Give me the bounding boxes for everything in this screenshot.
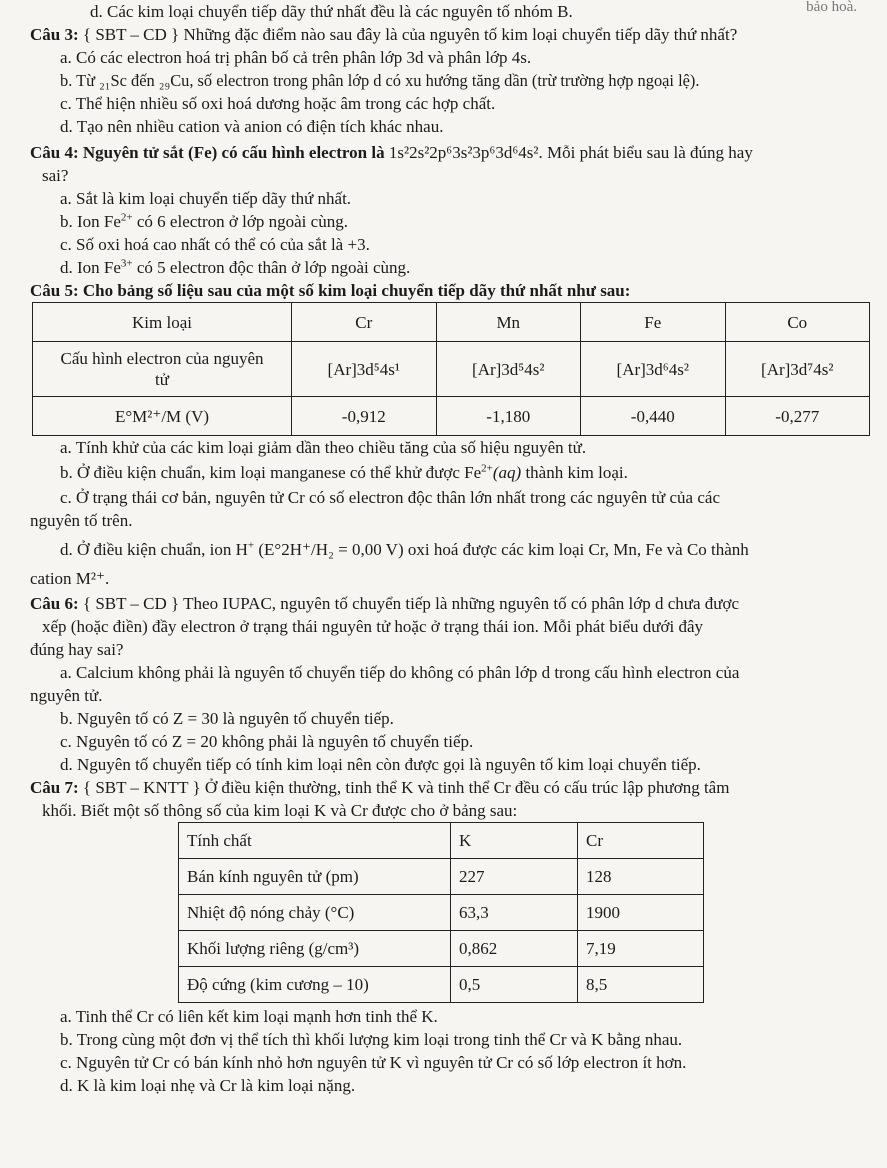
q7-r3-c2: 8,5	[578, 967, 704, 1003]
q6-option-a: a. Calcium không phải là nguyên tố chuyển tiếp do không có phân lớp d trong cấu hình electron của	[60, 663, 740, 682]
q5-table	[32, 302, 870, 436]
q5-config-co: [Ar]3d⁷4s²	[725, 342, 870, 397]
q5-b-aq: (aq)	[492, 463, 522, 482]
q7-r1-c1: 63,3	[451, 895, 578, 931]
q5-stem	[30, 279, 873, 302]
q3-text: Những đặc điểm nào sau đây là của nguyên tố kim loại chuyển tiếp dãy thứ nhất?	[183, 25, 738, 44]
q5-e-label: E°M²⁺/M (V)	[33, 397, 292, 436]
q3-option-d: d. Tạo nên nhiều cation và anion có điện tích khác nhau.	[60, 117, 444, 136]
q4-option-a: a. Sắt là kim loại chuyển tiếp dãy thứ nhất.	[60, 189, 352, 208]
q7-stem	[30, 776, 873, 799]
q3-label: Câu 3:	[30, 25, 79, 44]
q5-h-3: Fe	[581, 303, 726, 342]
q7-r2-c1: 0,862	[451, 931, 578, 967]
q6-option-b: b. Nguyên tố có Z = 30 là nguyên tố chuyển tiếp.	[60, 709, 394, 728]
q3-tag: { SBT – CD }	[82, 25, 180, 44]
q5-h-0: Kim loại	[33, 303, 292, 342]
q5-config-label-2: tử	[155, 370, 169, 389]
q4-text-post: . Mỗi phát biểu sau là đúng hay	[538, 143, 753, 162]
q5-d-pre: d. Ở điều kiện chuẩn, ion H	[60, 540, 248, 559]
q7-label: Câu 7:	[30, 778, 79, 797]
q7-table-row	[179, 931, 704, 967]
q7-text-1: Ở điều kiện thường, tinh thể K và tinh thể Cr đều có cấu trúc lập phương tâm	[204, 778, 730, 797]
q5-e-cr: -0,912	[292, 397, 437, 436]
q7-h-1: K	[451, 823, 578, 859]
q5-option-c: c. Ở trạng thái cơ bản, nguyên tử Cr có số electron độc thân lớn nhất trong các nguyên tử của các	[60, 488, 720, 507]
q6-tag: { SBT – CD }	[82, 594, 180, 613]
q7-text-2: khối. Biết một số thông số của kim loại K và Cr được cho ở bảng sau:	[42, 801, 518, 820]
q5-option-c-cont: nguyên tố trên.	[30, 511, 133, 530]
q5-option-d: d. Ở điều kiện chuẩn, ion H+ (E°2H⁺/H₂ = 0,00 V) oxi hoá được các kim loại Cr, Mn, Fe và Co thành	[60, 539, 749, 559]
q6-text-3: đúng hay sai?	[30, 640, 124, 659]
q7-table-row	[179, 859, 704, 895]
q3-option-a: a. Có các electron hoá trị phân bố cả trên phân lớp 3d và phân lớp 4s.	[60, 48, 532, 67]
q4-b-pre: b. Ion Fe	[60, 212, 121, 231]
q7-r0-c0: Bán kính nguyên tử (pm)	[179, 859, 451, 895]
q3-stem	[30, 23, 873, 46]
q4-option-d	[30, 256, 873, 279]
q7-r3-c1: 0,5	[451, 967, 578, 1003]
q7-r2-c2: 7,19	[578, 931, 704, 967]
q5-option-d-cont: cation M²⁺.	[30, 569, 110, 588]
q5-d-post: oxi hoá được các kim loại Cr, Mn, Fe và Co thành	[407, 540, 749, 559]
q4-text: Nguyên tử sắt (Fe) có cấu hình electron là	[82, 143, 385, 162]
faded-text: bảo hoà.	[806, 0, 857, 15]
q6-option-a-cont: nguyên tử.	[30, 686, 103, 705]
q7-table-row	[179, 967, 704, 1003]
q7-tag: { SBT – KNTT }	[82, 778, 201, 797]
q5-config-label-1: Cấu hình electron của nguyên	[60, 349, 264, 368]
q5-config-mn: [Ar]3d⁵4s²	[436, 342, 581, 397]
q5-d-formula: (E°2H⁺/H₂ = 0,00 V)	[258, 540, 404, 559]
q5-e-mn: -1,180	[436, 397, 581, 436]
q7-table-row	[179, 895, 704, 931]
q6-text-2: xếp (hoặc điền) đầy electron ở trạng thái nguyên tử hoặc ở trạng thái ion. Mỗi phát biểu dưới đây	[42, 617, 703, 636]
q5-config-fe: [Ar]3d⁶4s²	[581, 342, 726, 397]
q7-r1-c0: Nhiệt độ nóng chảy (°C)	[179, 895, 451, 931]
q5-b-sup: 2+	[481, 462, 493, 475]
q7-h-2: Cr	[578, 823, 704, 859]
q7-option-a: a. Tinh thể Cr có liên kết kim loại mạnh hơn tinh thể K.	[60, 1007, 438, 1026]
q7-table-header	[179, 823, 704, 859]
q5-h-1: Cr	[292, 303, 437, 342]
q4-stem	[30, 141, 873, 164]
q4-d-sup: 3+	[120, 257, 133, 270]
q5-e-co: -0,277	[725, 397, 870, 436]
top-fragment: d. Các kim loại chuyển tiếp dãy thứ nhất đều là các nguyên tố nhóm B.	[90, 2, 573, 21]
q6-stem	[30, 592, 873, 615]
q4-text-cont: sai?	[42, 166, 69, 185]
q5-table-config-row	[33, 342, 870, 397]
q3-option-b: b. Từ ₂₁Sc đến ₂₉Cu, số electron trong phân lớp d có xu hướng tăng dần (trừ trường hợp ngoại lệ).	[60, 71, 700, 90]
q5-option-b	[30, 461, 873, 484]
q4-option-b	[30, 210, 873, 233]
q4-d-pre: d. Ion Fe	[60, 258, 121, 277]
q7-r0-c2: 128	[578, 859, 704, 895]
q7-r1-c2: 1900	[578, 895, 704, 931]
q7-table	[178, 822, 704, 1003]
q5-config-label	[33, 342, 292, 397]
q3-option-c: c. Thể hiện nhiều số oxi hoá dương hoặc âm trong các hợp chất.	[60, 94, 496, 113]
q4-b-post: có 6 electron ở lớp ngoài cùng.	[132, 212, 348, 231]
q7-option-d: d. K là kim loại nhẹ và Cr là kim loại nặng.	[60, 1076, 356, 1095]
q5-h-4: Co	[725, 303, 870, 342]
q6-option-c: c. Nguyên tố có Z = 20 không phải là nguyên tố chuyển tiếp.	[60, 732, 474, 751]
q5-table-e-row	[33, 397, 870, 436]
q4-config: 1s²2s²2p⁶3s²3p⁶3d⁶4s²	[388, 143, 539, 162]
q5-option-a: a. Tính khử của các kim loại giảm dần theo chiều tăng của số hiệu nguyên tử.	[60, 438, 587, 457]
q7-r2-c0: Khối lượng riêng (g/cm³)	[179, 931, 451, 967]
q5-label: Câu 5:	[30, 281, 79, 300]
q7-r0-c1: 227	[451, 859, 578, 895]
q6-label: Câu 6:	[30, 594, 79, 613]
q7-h-0: Tính chất	[179, 823, 451, 859]
q5-b-post: thành kim loại.	[521, 463, 628, 482]
q4-b-sup: 2+	[120, 211, 133, 224]
q5-text: Cho bảng số liệu sau của một số kim loại chuyển tiếp dãy thứ nhất như sau:	[82, 281, 631, 300]
q7-option-b: b. Trong cùng một đơn vị thể tích thì khối lượng kim loại trong tinh thể Cr và K bằng nhau.	[60, 1030, 683, 1049]
q4-d-post: có 5 electron độc thân ở lớp ngoài cùng.	[132, 258, 411, 277]
q5-table-header	[33, 303, 870, 342]
q5-e-fe: -0,440	[581, 397, 726, 436]
q4-label: Câu 4:	[30, 143, 79, 162]
q6-option-d: d. Nguyên tố chuyển tiếp có tính kim loại nên còn được gọi là nguyên tố kim loại chuyển tiếp.	[60, 755, 701, 774]
q5-h-2: Mn	[436, 303, 581, 342]
q4-option-c: c. Số oxi hoá cao nhất có thể có của sắt là +3.	[60, 235, 370, 254]
q7-r3-c0: Độ cứng (kim cương – 10)	[179, 967, 451, 1003]
q7-option-c: c. Nguyên tử Cr có bán kính nhỏ hơn nguyên tử K vì nguyên tử Cr có số lớp electron ít hơn.	[60, 1053, 687, 1072]
q6-text-1: Theo IUPAC, nguyên tố chuyển tiếp là những nguyên tố có phân lớp d chưa được	[183, 594, 740, 613]
q5-config-cr: [Ar]3d⁵4s¹	[292, 342, 437, 397]
q5-b-pre: b. Ở điều kiện chuẩn, kim loại manganese có thể khử được Fe	[60, 463, 482, 482]
